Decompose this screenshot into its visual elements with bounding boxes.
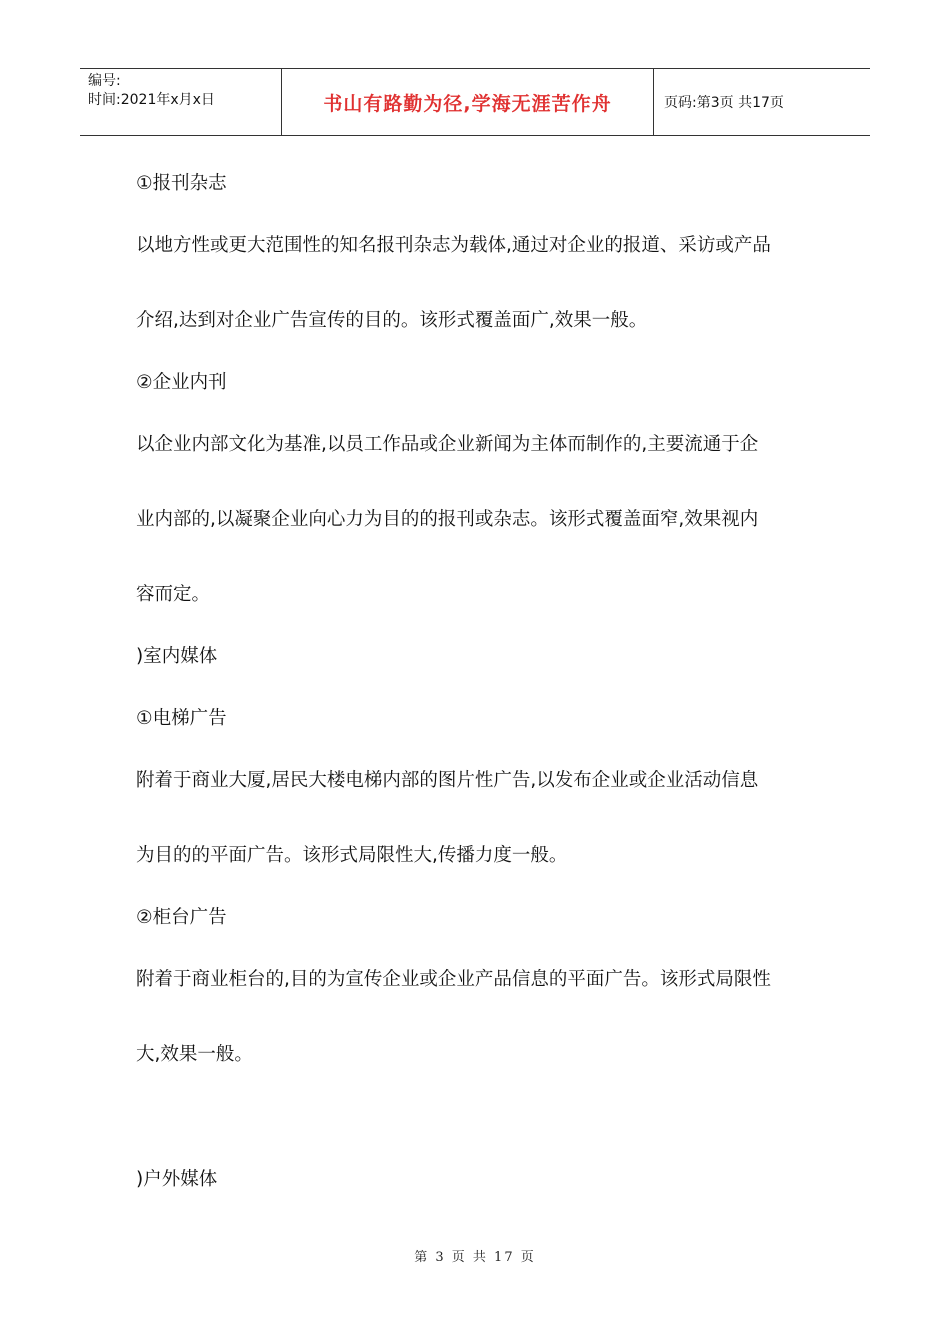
paragraph-line: 附着于商业柜台的,目的为宣传企业或企业产品信息的平面广告。该形式局限性 xyxy=(136,969,771,990)
paragraph-line: 容而定。 xyxy=(136,584,211,605)
paragraph-line: 以企业内部文化为基准,以员工作品或企业新闻为主体而制作的,主要流通于企 xyxy=(136,434,759,455)
paragraph-line: 大,效果一般。 xyxy=(136,1044,253,1065)
paragraph-line: 附着于商业大厦,居民大楼电梯内部的图片性广告,以发布企业或企业活动信息 xyxy=(136,770,759,791)
header-page-info-cell xyxy=(654,69,870,135)
section-heading: )户外媒体 xyxy=(136,1169,218,1190)
header-meta xyxy=(80,69,282,135)
section-heading: ①电梯广告 xyxy=(136,708,227,729)
time-label: 时间:2021年x月x日 xyxy=(88,92,215,108)
header-motto-cell xyxy=(282,69,654,135)
header-motto: 书山有路勤为径,学海无涯苦作舟 xyxy=(323,92,612,115)
paragraph-line: 介绍,达到对企业广告宣传的目的。该形式覆盖面广,效果一般。 xyxy=(136,310,648,331)
page-footer: 第 3 页 共 17 页 xyxy=(414,1250,536,1265)
paragraph-line: 以地方性或更大范围性的知名报刊杂志为载体,通过对企业的报道、采访或产品 xyxy=(136,235,771,256)
code-label: 编号: xyxy=(88,73,121,89)
paragraph-line: 为目的的平面广告。该形式局限性大,传播力度一般。 xyxy=(136,845,568,866)
section-heading: ①报刊杂志 xyxy=(136,173,227,194)
section-heading: ②柜台广告 xyxy=(136,907,227,928)
section-heading: )室内媒体 xyxy=(136,646,218,667)
header-page-info: 页码:第3页 共17页 xyxy=(664,95,784,111)
page-header xyxy=(80,68,870,136)
paragraph-line: 业内部的,以凝聚企业向心力为目的的报刊或杂志。该形式覆盖面窄,效果视内 xyxy=(136,509,759,530)
section-heading: ②企业内刊 xyxy=(136,372,227,393)
